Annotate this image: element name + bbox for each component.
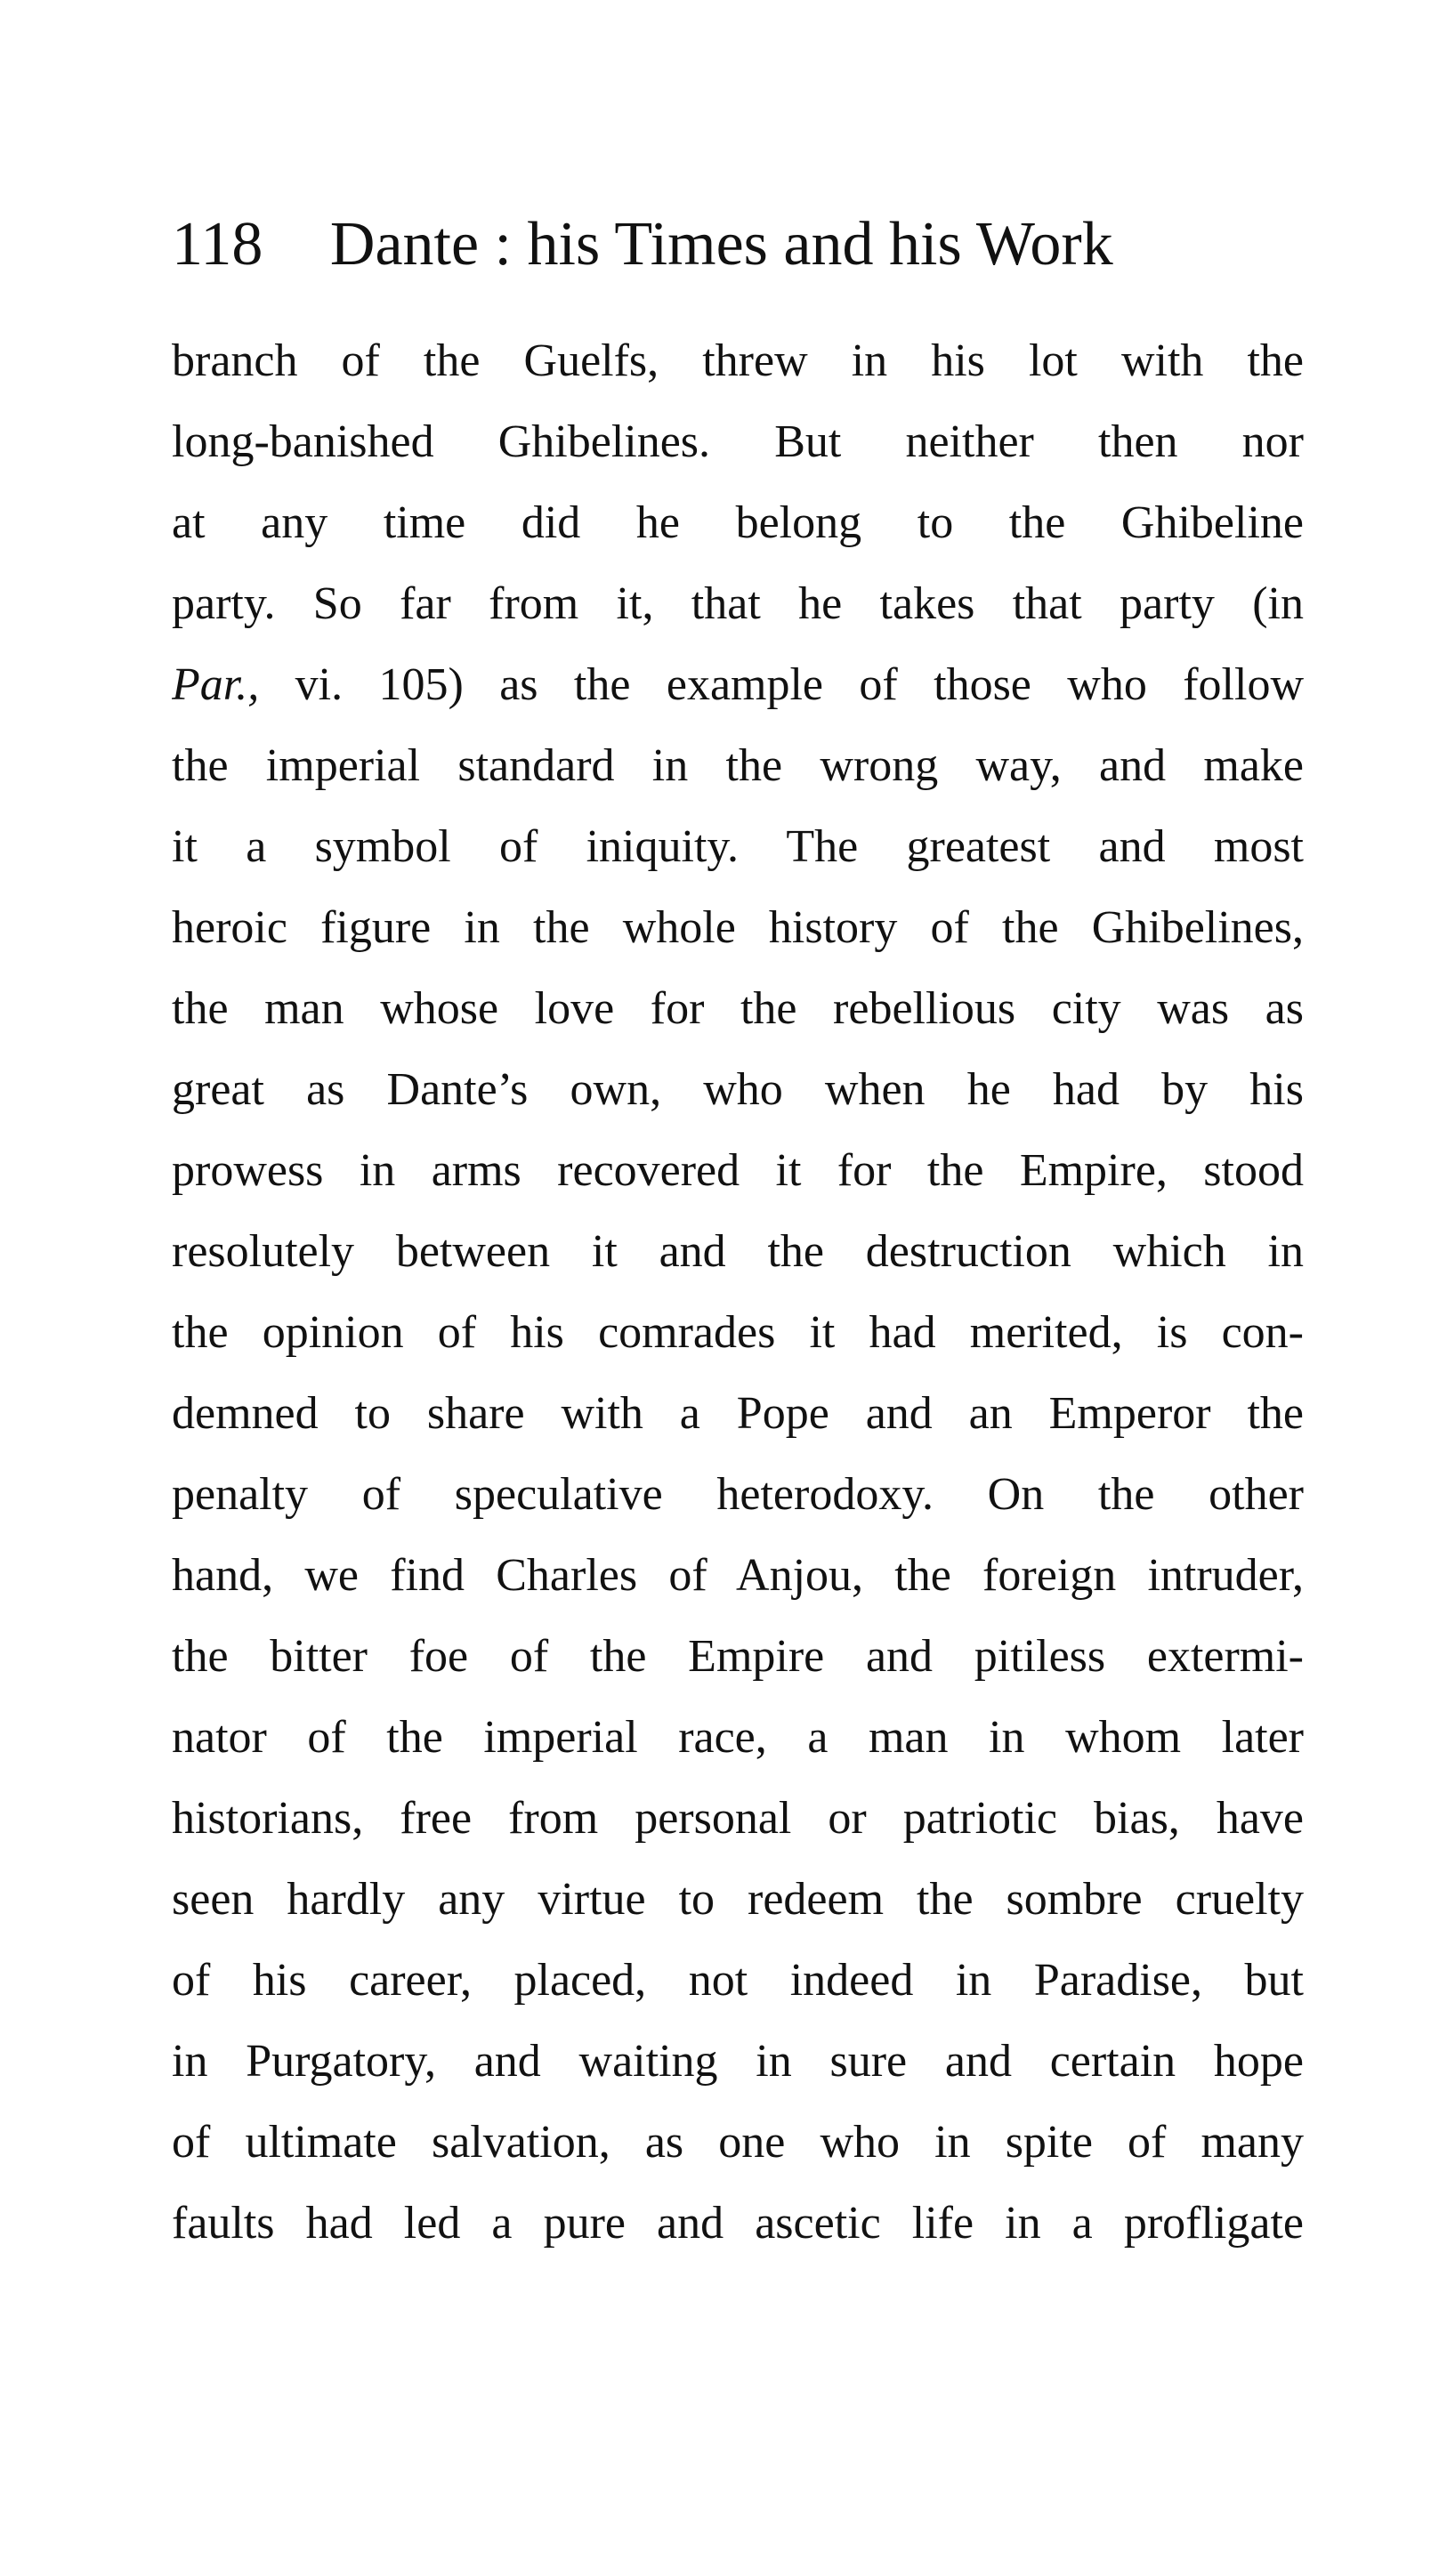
text-line: nator of the imperial race, a man in whom later xyxy=(172,1712,1304,1763)
text-line: of his career, placed, not indeed in Paradise, but xyxy=(172,1955,1304,2006)
text-line: in Purgatory, and waiting in sure and certain hope xyxy=(172,2036,1304,2087)
text-line: prowess in arms recovered it for the Empire, stood xyxy=(172,1145,1304,1196)
text-line: the imperial standard in the wrong way, and make xyxy=(172,740,1304,791)
text-line: party. So far from it, that he takes that party (in xyxy=(172,578,1304,629)
text-line: faults had led a pure and ascetic life in a profligate xyxy=(172,2198,1304,2249)
page-number: 118 xyxy=(172,210,263,279)
text-line: branch of the Guelfs, threw in his lot with the xyxy=(172,335,1304,386)
text-segment: vi. 105) as the example of those who follow xyxy=(259,659,1304,710)
text-line: seen hardly any virtue to redeem the sombre cruelty xyxy=(172,1874,1304,1925)
text-line: demned to share with a Pope and an Emperor the xyxy=(172,1388,1304,1439)
running-title: Dante : his Times and his Work xyxy=(329,210,1113,279)
body-text xyxy=(172,320,1304,2264)
text-line: hand, we find Charles of Anjou, the foreign intruder, xyxy=(172,1550,1304,1601)
text-line: the opinion of his comrades it had merited, is con- xyxy=(172,1307,1304,1358)
running-head xyxy=(172,205,1329,285)
text-line: the bitter foe of the Empire and pitiless extermi- xyxy=(172,1631,1304,1682)
italic-citation: Par., xyxy=(172,659,260,710)
text-line: at any time did he belong to the Ghibeline xyxy=(172,497,1304,548)
text-line: great as Dante’s own, who when he had by his xyxy=(172,1064,1304,1115)
text-line: of ultimate salvation, as one who in spite of many xyxy=(172,2117,1304,2168)
text-line: heroic figure in the whole history of the Ghibelines, xyxy=(172,902,1304,953)
text-line: long-banished Ghibelines. But neither then nor xyxy=(172,416,1304,467)
text-line: it a symbol of iniquity. The greatest and most xyxy=(172,821,1304,872)
text-line: historians, free from personal or patriotic bias, have xyxy=(172,1793,1304,1844)
text-line xyxy=(172,644,1304,725)
text-line: penalty of speculative heterodoxy. On the other xyxy=(172,1469,1304,1520)
text-line: resolutely between it and the destruction which in xyxy=(172,1226,1304,1277)
text-line: the man whose love for the rebellious city was as xyxy=(172,983,1304,1034)
